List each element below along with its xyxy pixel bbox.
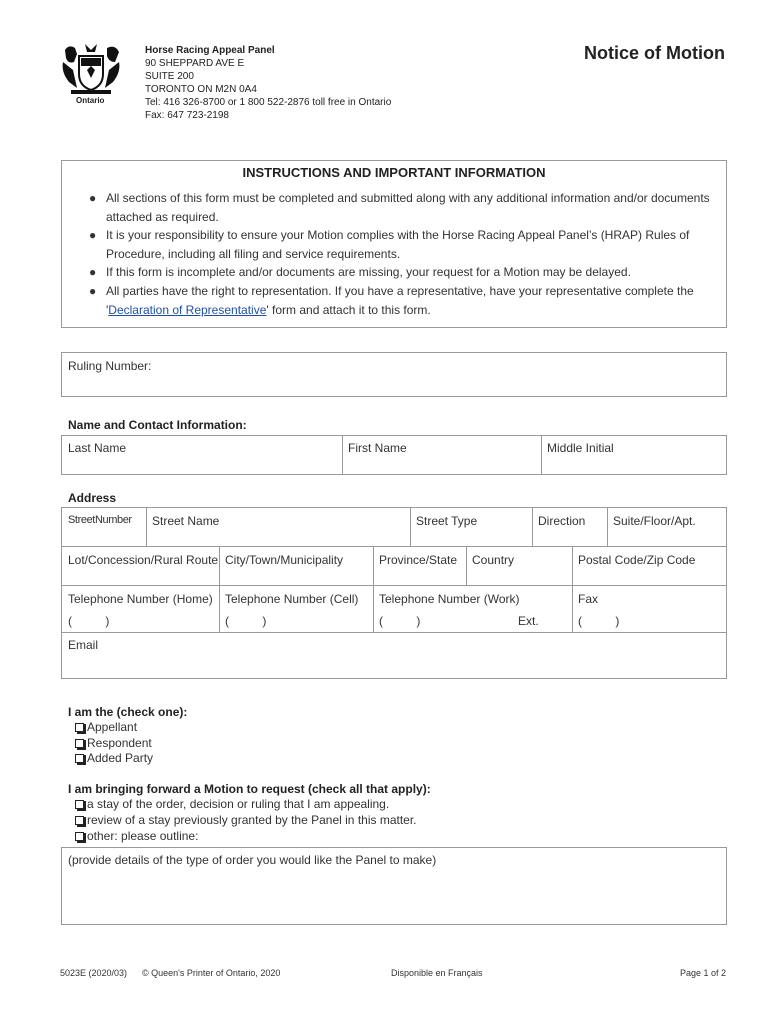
telephone-cell-field[interactable]: Telephone Number (Cell)	[225, 592, 359, 606]
appellant-checkbox[interactable]: Appellant	[75, 720, 137, 734]
role-section-title: I am the (check one):	[68, 705, 188, 719]
street-number-field[interactable]: StreetNumber	[68, 514, 132, 526]
instructions-heading: INSTRUCTIONS AND IMPORTANT INFORMATION	[242, 165, 546, 180]
fax-line: Fax: 647 723-2198	[145, 110, 229, 121]
province-field[interactable]: Province/State	[379, 553, 458, 567]
street-type-field[interactable]: Street Type	[416, 514, 478, 528]
telephone-work-field[interactable]: Telephone Number (Work)	[379, 592, 520, 606]
address-line: TORONTO ON M2N 0A4	[145, 84, 257, 95]
checkbox-icon	[75, 723, 84, 732]
motion-section-title: I am bringing forward a Motion to request (check all that apply):	[68, 782, 431, 796]
list-item: ● All sections of this form must be completed and submitted along with any additional information and/or documents attached as required.	[89, 191, 710, 224]
respondent-checkbox[interactable]: Respondent	[75, 736, 152, 750]
telephone-home-field[interactable]: Telephone Number (Home)	[68, 592, 213, 606]
ruling-number-label: Ruling Number:	[68, 359, 152, 373]
checkbox-icon	[75, 832, 84, 841]
logo-caption: Ontario	[76, 96, 105, 105]
first-name-field[interactable]: First Name	[348, 441, 407, 455]
area-code-fax: ( )	[578, 614, 620, 628]
copyright: © Queen's Printer of Ontario, 2020	[142, 968, 281, 978]
list-item: ● It is your responsibility to ensure your Motion complies with the Horse Racing Appeal Panel’s (HRAP) Rules of Procedure, including all filing and service requirements.	[89, 228, 690, 261]
checkbox-icon	[75, 739, 84, 748]
name-row	[61, 435, 727, 475]
stay-order-checkbox[interactable]: a stay of the order, decision or ruling that I am appealing.	[75, 797, 389, 811]
instructions-box	[61, 160, 727, 328]
instructions-list	[80, 189, 712, 319]
other-checkbox[interactable]: other: please outline:	[75, 829, 198, 843]
extension-label: Ext.	[518, 614, 539, 628]
address-line: 90 SHEPPARD AVE E	[145, 58, 245, 69]
document-title: Notice of Motion	[584, 43, 725, 63]
organization-address-block	[145, 44, 391, 122]
motion-details-placeholder: (provide details of the type of order you would like the Panel to make)	[68, 853, 437, 867]
phone-line: Tel: 416 326-8700 or 1 800 522-2876 toll free in Ontario	[145, 97, 392, 108]
street-name-field[interactable]: Street Name	[152, 514, 220, 528]
motion-details-textarea[interactable]	[61, 847, 727, 925]
last-name-field[interactable]: Last Name	[68, 441, 127, 455]
french-version-link[interactable]: Disponible en Français	[391, 968, 483, 978]
lot-concession-field[interactable]: Lot/Concession/Rural Route	[68, 553, 219, 567]
postal-code-field[interactable]: Postal Code/Zip Code	[578, 553, 696, 567]
address-section-title: Address	[68, 491, 117, 505]
list-item: ● If this form is incomplete and/or documents are missing, your request for a Motion may be delayed.	[89, 265, 631, 280]
address-line: SUITE 200	[145, 71, 194, 82]
suite-field[interactable]: Suite/Floor/Apt.	[613, 514, 696, 528]
city-field[interactable]: City/Town/Municipality	[225, 553, 344, 567]
review-stay-checkbox[interactable]: review of a stay previously granted by the Panel in this matter.	[75, 813, 417, 827]
checkbox-icon	[75, 816, 84, 825]
added-party-checkbox[interactable]: Added Party	[75, 751, 153, 765]
address-table	[61, 507, 727, 679]
area-code-cell: ( )	[225, 614, 267, 628]
email-field[interactable]: Email	[68, 638, 99, 652]
area-code-home: ( )	[68, 614, 110, 628]
list-item: ● All parties have the right to representation. If you have a representative, have your representative complete the 'Declaration of Representative' form and attach it to this form.	[89, 283, 694, 317]
middle-initial-field[interactable]: Middle Initial	[547, 441, 614, 455]
declaration-of-representative-link[interactable]: Declaration of Representative	[108, 302, 267, 317]
area-code-work: ( )	[379, 614, 421, 628]
ruling-number-field[interactable]	[61, 352, 727, 397]
contact-section-title: Name and Contact Information:	[68, 418, 247, 432]
page-number: Page 1 of 2	[679, 968, 726, 978]
direction-field[interactable]: Direction	[538, 514, 586, 528]
checkbox-icon	[75, 754, 84, 763]
organization-name: Horse Racing Appeal Panel	[145, 45, 275, 56]
fax-field[interactable]: Fax	[578, 592, 599, 606]
checkbox-icon	[75, 800, 84, 809]
form-code: 5023E (2020/03)	[60, 968, 128, 978]
country-field[interactable]: Country	[472, 553, 515, 567]
